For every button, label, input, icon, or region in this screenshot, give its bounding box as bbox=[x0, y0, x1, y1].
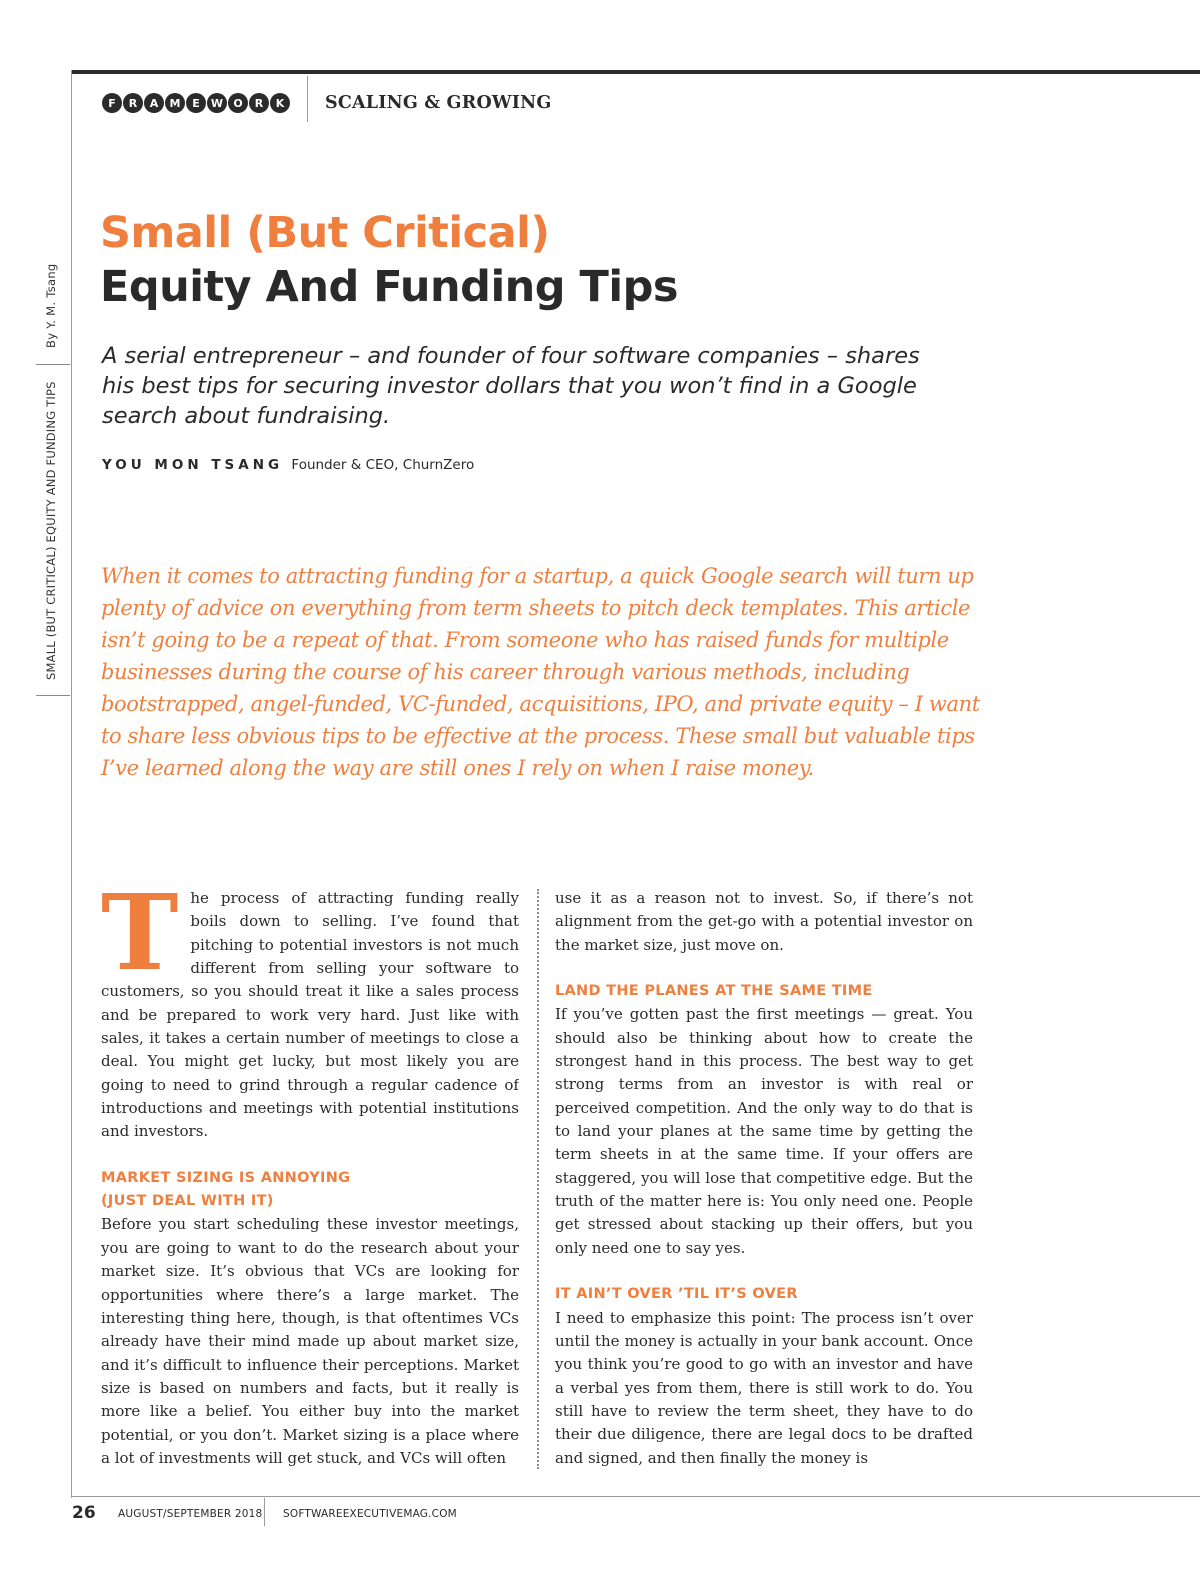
framework-letter: K bbox=[270, 93, 290, 113]
framework-letter: R bbox=[123, 93, 143, 113]
sidebar-bottom-rule bbox=[36, 695, 70, 696]
framework-badge bbox=[102, 93, 290, 113]
magazine-website: SOFTWAREEXECUTIVEMAG.COM bbox=[283, 1508, 457, 1520]
framework-letter: A bbox=[144, 93, 164, 113]
sidebar-divider bbox=[36, 364, 70, 365]
subhead-land-the-planes: LAND THE PLANES AT THE SAME TIME bbox=[555, 983, 873, 1000]
framework-letter: F bbox=[102, 93, 122, 113]
sidebar-running-title: SMALL (BUT CRITICAL) EQUITY AND FUNDING TIPS bbox=[44, 381, 58, 680]
intro-text: he process of attracting funding really boils down to selling. I’ve found that pitching to potential investors is not much different from selling your software to customers, so you should treat it like a sales process and be prepared to work very hard. Just like with sales, it takes a certain number of meetings to close a deal. You might get lucky, but most likely you are going to need to grind through a regular cadence of introductions and meetings with potential institutions and investors. bbox=[101, 889, 519, 1141]
sidebar-byline: By Y. M. Tsang bbox=[44, 263, 58, 348]
article-deck: A serial entrepreneur – and founder of four software companies – shares his best tips for securing investor dollars that you won’t find in a Google search about fundraising. bbox=[102, 343, 920, 429]
page-number: 26 bbox=[72, 1503, 96, 1523]
body-paragraph: use it as a reason not to invest. So, if there’s not alignment from the get-go with a potential investor on the market size, just move on. bbox=[555, 889, 973, 954]
header-divider bbox=[307, 76, 308, 122]
subhead-line: MARKET SIZING IS ANNOYING bbox=[101, 1169, 351, 1186]
framework-letter: R bbox=[249, 93, 269, 113]
drop-cap: T bbox=[101, 887, 179, 994]
body-column-left bbox=[101, 887, 519, 1477]
subhead-aint-over: IT AIN’T OVER ’TIL IT’S OVER bbox=[555, 1286, 798, 1303]
pull-quote: When it comes to attracting funding for a startup, a quick Google search will turn up plenty of advice on everything from term sheets to pitch deck templates. This article isn’t going to be a repeat of that. From someone who has raised funds for multiple businesses during the course of his career through various methods, including bootstrapped, angel-funded, VC-funded, acquisitions, IPO, and private equity – I want to share less obvious tips to be effective at the process. These small but valuable tips I’ve learned along the way are still ones I rely on when I raise money. bbox=[101, 564, 980, 780]
framework-letter: E bbox=[186, 93, 206, 113]
framework-letter: M bbox=[165, 93, 185, 113]
footer-rule bbox=[72, 1496, 1200, 1497]
framework-letter: W bbox=[207, 93, 227, 113]
section-label: SCALING & GROWING bbox=[325, 93, 552, 113]
author-line bbox=[102, 457, 474, 473]
author-role: Founder & CEO, ChurnZero bbox=[291, 457, 475, 473]
subhead-line: (JUST DEAL WITH IT) bbox=[101, 1193, 274, 1210]
top-rule bbox=[72, 70, 1200, 74]
body-paragraph: Before you start scheduling these investor meetings, you are going to want to do the research about your market size. It’s obvious that VCs are looking for opportunities where there’s a large market. The interesting thing here, though, is that oftentimes VCs already have their mind made up about market size, and it’s difficult to influence their perceptions. Market size is based on numbers and facts, but it really is more like a belief. You either buy into the market potential, or you don’t. Market sizing is a place where a lot of investments will get stuck, and VCs will often bbox=[101, 1215, 519, 1467]
left-margin-rule bbox=[71, 70, 72, 1498]
sidebar bbox=[36, 260, 70, 696]
intro-paragraph bbox=[101, 887, 519, 1144]
footer-divider bbox=[264, 1498, 265, 1526]
issue-date: AUGUST/SEPTEMBER 2018 bbox=[118, 1508, 263, 1520]
column-divider bbox=[537, 889, 539, 1469]
author-name: YOU MON TSANG bbox=[102, 457, 284, 473]
headline-line-2: Equity And Funding Tips bbox=[100, 262, 678, 312]
headline-line-1: Small (But Critical) bbox=[100, 208, 550, 258]
framework-letter: O bbox=[228, 93, 248, 113]
body-column-right bbox=[555, 887, 973, 1477]
subhead-market-sizing bbox=[101, 1167, 519, 1214]
body-paragraph: If you’ve gotten past the first meetings — great. You should also be thinking about how to create the strongest hand in this process. The best way to get strong terms from an investor is with real or perceived competition. And the only way to do that is to land your planes at the same time by getting the term sheets in at the same time. If your offers are staggered, you will lose that competitive edge. But the truth of the matter here is: You only need one. People get stressed about stacking up their offers, but you only need one to say yes. bbox=[555, 1005, 973, 1257]
body-paragraph: I need to emphasize this point: The process isn’t over until the money is actually in your bank account. Once you think you’re good to go with an investor and have a verbal yes from them, there is still work to do. You still have to review the term sheet, they have to do their due diligence, there are legal docs to be drafted and signed, and then finally the money is bbox=[555, 1308, 973, 1467]
